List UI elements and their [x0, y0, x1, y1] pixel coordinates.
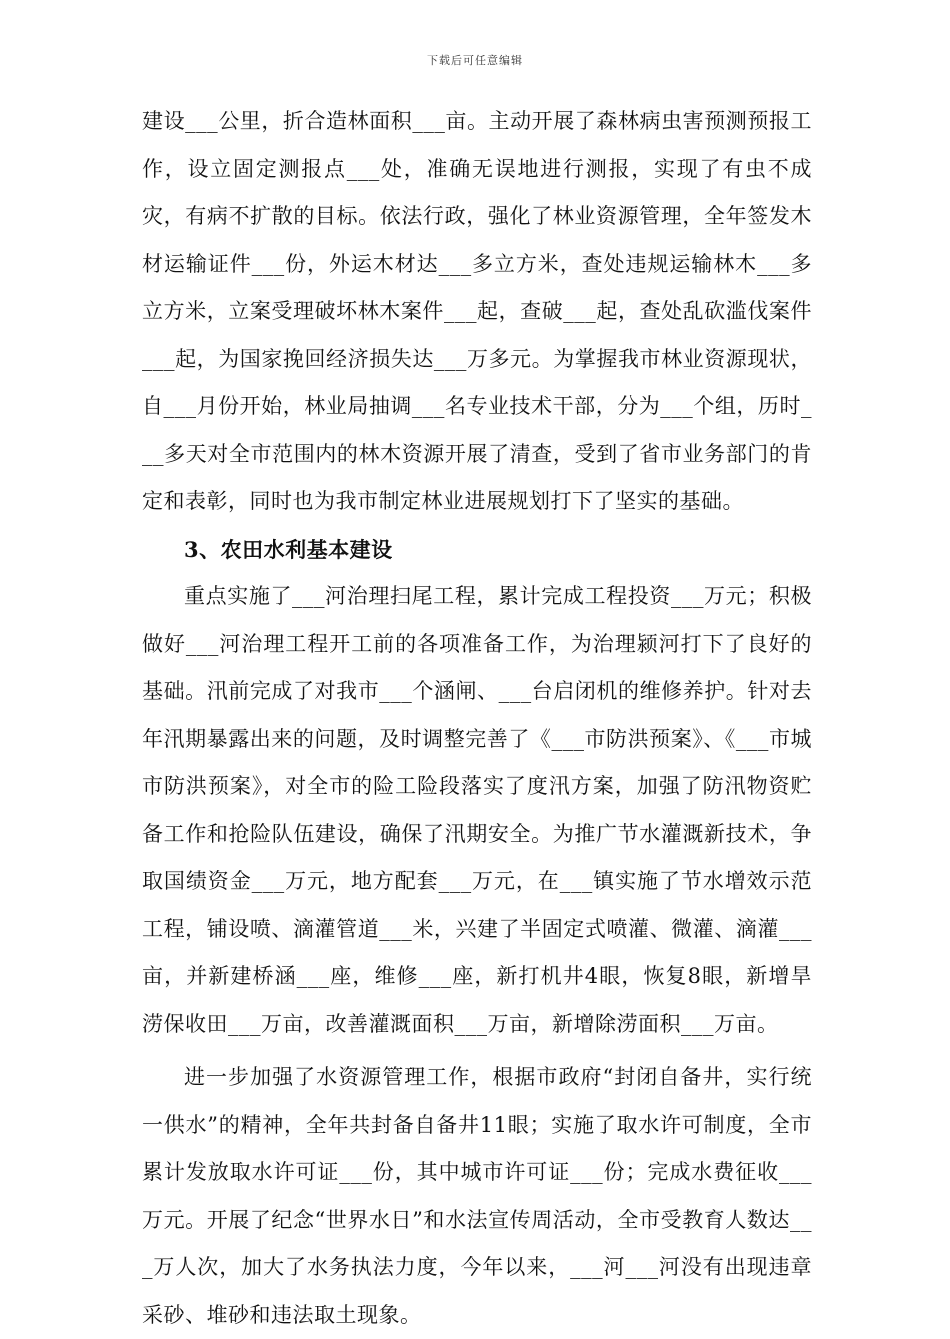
paragraph-forestry: 建设___公里，折合造林面积___亩。主动开展了森林病虫害预测预报工作，设立固定测报点___处，准确无误地进行测报，实现了有虫不成灾，有病不扩散的目标。依法行政，强化了林业资源管理，全年签发木材运输证件___份，外运木材达___多立方米，查处违规运输林木___多立方米，立案受理破坏林木案件___起，查破___起，查处乱砍滥伐案件___起，为国家挽回经济损失达___万多元。为掌握我市林业资源现状，自___月份开始，林业局抽调___名专业技术干部，分为___个组，历时___多天对全市范围内的林木资源开展了清查，受到了省市业务部门的肯定和表彰，同时也为我市制定林业进展规划打下了坚实的基础。: [142, 109, 812, 513]
section-heading-irrigation: 3、农田水利基本建设: [184, 536, 393, 562]
paragraph-irrigation: 重点实施了___河治理扫尾工程，累计完成工程投资___万元；积极做好___河治理工程开工前的各项准备工作，为治理颍河打下了良好的基础。汛前完成了对我市___个涵闸、___台启闭机的维修养护。针对去年汛期暴露出来的问题，及时调整完善了《___市防洪预案》、《___市城市防洪预案》，对全市的险工险段落实了度汛方案，加强了防汛物资贮备工作和抢险队伍建设，确保了汛期安全。为推广节水灌溉新技术，争取国绩资金___万元，地方配套___万元，在___镇实施了节水增效示范工程，铺设喷、滴灌管道___米，兴建了半固定式喷灌、微灌、滴灌___亩，并新建桥涵___座，维修___座，新打机井4眼，恢复8眼，新增旱涝保收田___万亩，改善灌溉面积___万亩，新增除涝面积___万亩。: [142, 584, 812, 1036]
document-body: [142, 98, 812, 1339]
paragraph-water-management: 进一步加强了水资源管理工作，根据市政府“封闭自备井，实行统一供水”的精神，全年共封备自备井11眼；实施了取水许可制度，全市累计发放取水许可证___份，其中城市许可证___份；完成水费征收___万元。开展了纪念“世界水日”和水法宣传周活动，全市受教育人数达___万人次，加大了水务执法力度，今年以来，___河___河没有出现违章采砂、堆砂和违法取土现象。: [142, 1065, 812, 1327]
page-header: 下载后可任意编辑: [427, 54, 523, 67]
